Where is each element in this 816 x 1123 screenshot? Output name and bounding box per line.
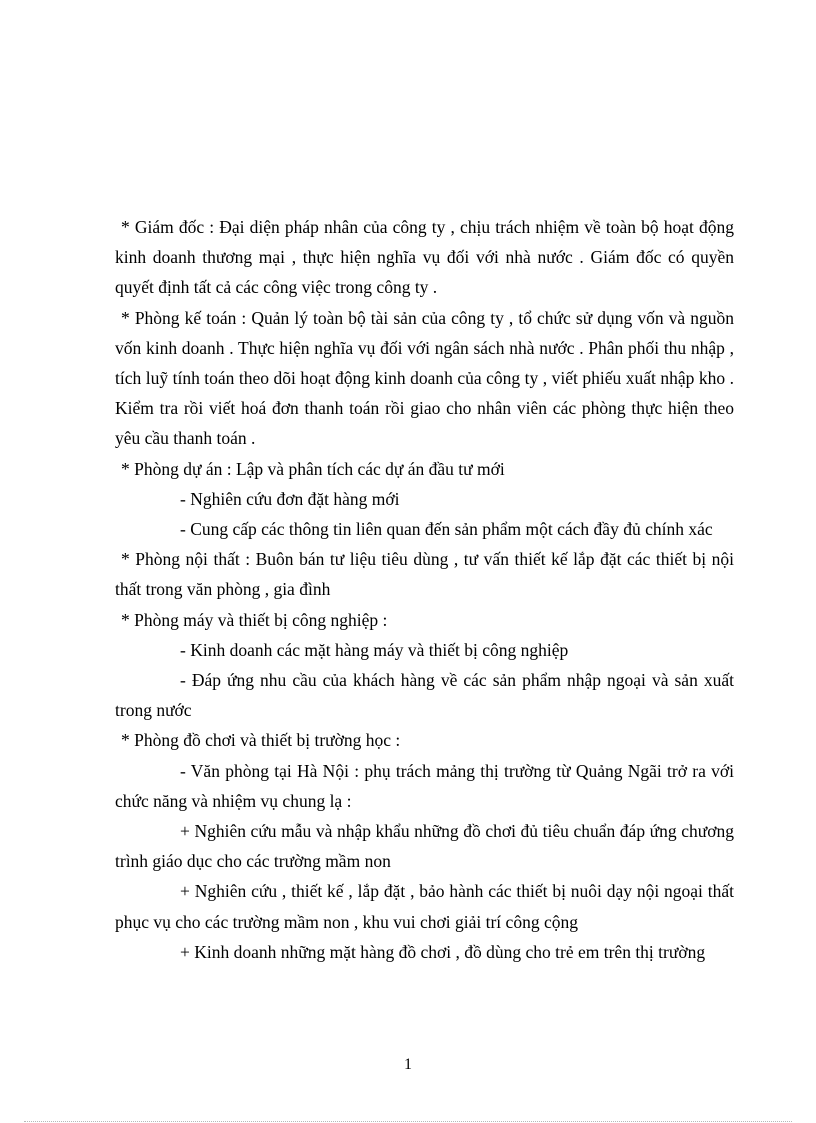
paragraph-giam-doc: * Giám đốc : Đại diện pháp nhân của công ty , chịu trách nhiệm về toàn bộ hoạt động kinh doanh thương mại , thực hiện nghĩa vụ đối với nhà nước . Giám đốc có quyền quyết định tất cả các công việc trong công ty . (115, 217, 734, 298)
paragraph-kinh-doanh-do-choi: + Kinh doanh những mặt hàng đồ chơi , đồ dùng cho trẻ em trên thị trường (180, 941, 706, 962)
paragraph-cung-cap-thong-tin: - Cung cấp các thông tin liên quan đến sản phẩm một cách đầy đủ chính xác (180, 519, 713, 540)
paragraph-thiet-ke-lap-dat: + Nghiên cứu , thiết kế , lắp đặt , bảo hành các thiết bị nuôi dạy nội ngoại thất phục vụ cho các trường mầm non , khu vui chơi giải trí công cộng (115, 881, 734, 932)
paragraph-phong-do-choi: * Phòng đồ chơi và thiết bị trường học : (121, 730, 401, 751)
paragraph-phong-noi-that: * Phòng nội thất : Buôn bán tư liệu tiêu dùng , tư vấn thiết kế lắp đặt các thiết bị nội thất trong văn phòng , gia đình (115, 549, 734, 600)
paragraph-nghien-cuu-don-hang: - Nghiên cứu đơn đặt hàng mới (180, 488, 400, 509)
paragraph-phong-du-an: * Phòng dự án : Lập và phân tích các dự án đầu tư mới (121, 458, 505, 479)
paragraph-dap-ung-nhu-cau: - Đáp ứng nhu cầu của khách hàng về các sản phẩm nhập ngoại và sản xuất trong nước (115, 670, 734, 721)
paragraph-van-phong-ha-noi: - Văn phòng tại Hà Nội : phụ trách mảng thị trường từ Quảng Ngãi trở ra với chức năng và nhiệm vụ chung lạ : (115, 760, 734, 811)
paragraph-phong-may-thiet-bi: * Phòng máy và thiết bị công nghiệp : (121, 609, 388, 630)
body-text (115, 212, 734, 967)
page-number: 1 (404, 1056, 412, 1073)
page-bottom-divider (24, 1121, 792, 1122)
paragraph-nghien-cuu-mau: + Nghiên cứu mẫu và nhập khẩu những đồ chơi đủ tiêu chuẩn đáp ứng chương trình giáo dục cho các trường mầm non (115, 821, 734, 872)
paragraph-phong-ke-toan: * Phòng kế toán : Quản lý toàn bộ tài sản của công ty , tổ chức sử dụng vốn và nguồn vốn kinh doanh . Thực hiện nghĩa vụ đối với ngân sách nhà nước . Phân phối thu nhập , tích luỹ tính toán theo dõi hoạt động kinh doanh của công ty , viết phiếu xuất nhập kho . Kiểm tra rồi viết hoá đơn thanh toán rồi giao cho nhân viên các phòng thực hiện theo yêu cầu thanh toán . (115, 307, 734, 449)
paragraph-kinh-doanh-may: - Kinh doanh các mặt hàng máy và thiết bị công nghiệp (180, 639, 569, 660)
